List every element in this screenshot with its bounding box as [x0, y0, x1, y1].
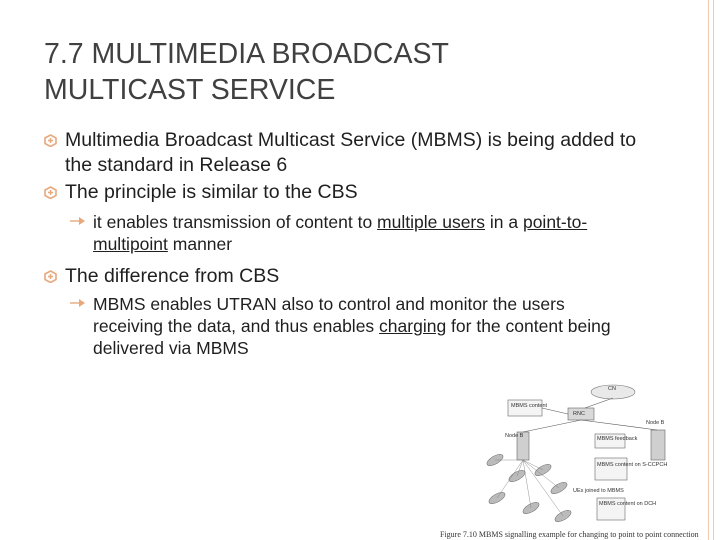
- node-b-right-tower-icon: [651, 430, 665, 460]
- sub-bullet-text-mid: in a: [485, 212, 523, 232]
- figure-caption: Figure 7.10 MBMS signalling example for changing to point to point connection: [440, 530, 699, 539]
- node-b-right-label: Node B: [646, 420, 665, 426]
- sub-bullet-text: MBMS enables UTRAN also to control and monitor the users receiving the data, and thus enables: [93, 294, 565, 336]
- sub-bullet-marker-icon: [69, 297, 88, 309]
- bullet-principle: [44, 180, 644, 205]
- title-line-1: 7.7 MULTIMEDIA BROADCAST: [44, 38, 449, 70]
- sub-bullet-text-post: manner: [167, 234, 233, 254]
- underlined-point-to-multipoint: point-to-multipoint: [93, 212, 588, 254]
- bullet-marker-icon: [44, 186, 57, 199]
- rnc-label: RNC: [573, 411, 585, 417]
- sub-bullet-transmission: [44, 211, 644, 255]
- bullet-text: The principle is similar to the CBS: [65, 181, 358, 203]
- mbms-signalling-figure: [435, 384, 715, 540]
- bullet-text: The difference from CBS: [65, 265, 280, 287]
- underlined-multiple-users: multiple users: [377, 212, 486, 232]
- mbms-feedback-label: MBMS feedback: [597, 436, 638, 442]
- cn-label: CN: [608, 386, 616, 392]
- sub-bullet-charging: [44, 293, 633, 359]
- ues-joined-label: UEs joined to MBMS: [573, 488, 624, 494]
- bullet-marker-icon: [44, 134, 57, 147]
- sub-bullet-text-post: for the content being delivered via MBMS: [93, 316, 611, 358]
- node-b-label: Node B: [505, 433, 524, 439]
- bullet-text: Multimedia Broadcast Multicast Service (MBMS) is being added to the standard in Release 6: [65, 129, 637, 176]
- mbms-sccpch-label: MBMS content on S-CCPCH: [597, 462, 668, 468]
- sub-bullet-marker-icon: [69, 215, 88, 227]
- bullet-difference: [44, 264, 644, 289]
- slide-title: [44, 36, 604, 108]
- underlined-charging: charging: [379, 316, 447, 336]
- bullet-marker-icon: [44, 270, 57, 283]
- bullet-list: [44, 128, 644, 359]
- sub-bullet-text: it enables transmission of content to: [93, 212, 378, 232]
- mbms-content-label: MBMS content: [511, 403, 548, 409]
- bullet-mbms-intro: [44, 128, 644, 178]
- title-line-2: MULTICAST SERVICE: [44, 74, 336, 106]
- mbms-dch-label: MBMS content on DCH: [599, 501, 657, 507]
